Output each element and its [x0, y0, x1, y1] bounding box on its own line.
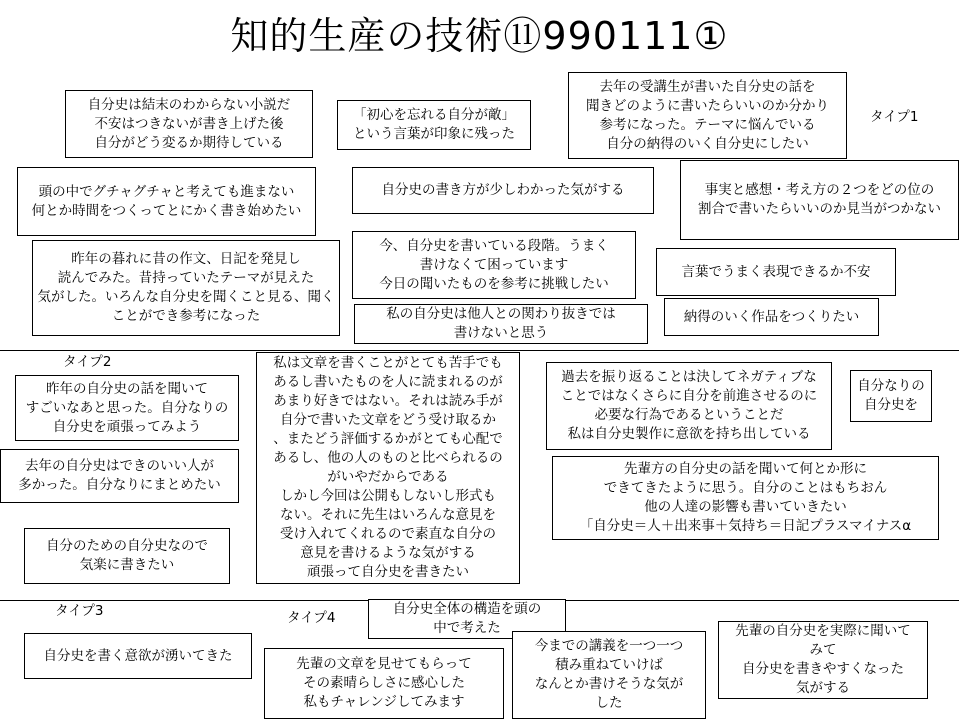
- section-divider-1: [0, 350, 959, 351]
- note-card: [512, 631, 706, 719]
- note-text: 自分史を書く意欲が湧いてきた: [43, 647, 233, 664]
- note-text: 今、自分史を書いている段階。うまく 書けなくて困っています 今日の聞いたものを参考に挑戦したい: [379, 237, 609, 292]
- type2-label: タイプ2: [63, 354, 112, 370]
- note-card: [24, 633, 252, 679]
- note-text: 自分史全体の構造を頭の 中で考えた: [392, 601, 542, 636]
- note-card: [718, 621, 928, 699]
- note-card: [664, 298, 879, 336]
- note-card: [568, 72, 847, 159]
- note-text: 私の自分史は他人との関わり抜きでは 書けないと思う: [386, 306, 616, 341]
- note-card: [65, 90, 313, 158]
- note-card: [850, 370, 932, 422]
- type1-label: タイプ1: [870, 109, 919, 125]
- note-card: [0, 449, 239, 503]
- page-title: 知的生産の技術⑪990111①: [230, 14, 729, 58]
- note-text: 過去を振り返ることは決してネガティブな ことではなくさらに自分を前進させるのに 必要な行為であるということだ 私は自分史製作に意欲を持ち出している: [560, 369, 818, 442]
- note-card: [352, 231, 636, 299]
- note-card: [552, 456, 939, 540]
- note-text: 納得のいく作品をつくりたい: [683, 308, 860, 325]
- type3-label: タイプ3: [55, 603, 104, 619]
- note-card: [546, 362, 832, 450]
- note-card: [337, 100, 531, 150]
- note-text: 昨年の自分史の話を聞いて すごいなあと思った。自分なりの 自分史を頑張ってみよう: [25, 380, 229, 435]
- note-card: [656, 248, 896, 296]
- note-card: [352, 167, 654, 214]
- note-card: [24, 528, 230, 584]
- note-text: 昨年の暮れに昔の作文、日記を発見し 読んでみた。昔持っていたテーマが見えた 気がした。いろんな自分史を聞くこと見る、聞く ことができ参考になった: [37, 251, 335, 324]
- note-text: 今までの講義を一つ一つ 積み重ねていけば なんとか書けそうな気が した: [534, 638, 684, 711]
- note-text: 私は文章を書くことがとても苦手でも あるし書いたものを人に読まれるのが あまり好きではない。それは読み手が 自分で書いた文章をどう受け取るか 、またどう評価するかがとても心配で あるし、他の人のものと比べられるの がいやだからである しかし今回は公開もしないし形式も ない。それに先生はいろんな意見を 受け入れてくれるので素直な自分の 意見を書けるような気がする 頑張って自分史を書きたい: [273, 355, 503, 580]
- note-text: 去年の受講生が書いた自分史の話を 聞きどのように書いたらいいのか分かり 参考になった。テーマに悩んでいる 自分の納得のいく自分史にしたい: [586, 78, 829, 152]
- note-text: 去年の自分史はできのいい人が 多かった。自分なりにまとめたい: [18, 458, 221, 493]
- note-card: [264, 648, 504, 719]
- note-card: [680, 160, 959, 240]
- note-text: 自分のための自分史なので 気楽に書きたい: [46, 538, 208, 573]
- note-text: 自分史は結末のわからない小説だ 不安はつきないが書き上げた後 自分がどう変るか期待している: [87, 96, 291, 151]
- note-card: [32, 240, 340, 336]
- note-text: 先輩方の自分史の話を聞いて何とか形に できてきたように思う。自分のことはもちおん 他の人達の影響も書いていきたい 「自分史＝人＋出来事＋気持ち＝日記プラスマイナスα: [579, 461, 912, 534]
- note-card: [15, 375, 239, 441]
- note-card: [17, 167, 316, 236]
- type4-label: タイプ4: [287, 610, 336, 626]
- note-text: 頭の中でグチャグチャと考えても進まない 何とか時間をつくってとにかく書き始めたい: [31, 183, 302, 219]
- note-text: 言葉でうまく表現できるか不安: [681, 263, 871, 280]
- note-text: 事実と感想・考え方の２つをどの位の 割合で書いたらいいのか見当がつかない: [698, 182, 941, 217]
- note-text: 先輩の文章を見せてもらって その素晴らしさに感心した 私もチャレンジしてみます: [296, 656, 472, 710]
- note-text: 「初心を忘れる自分が敵」 という言葉が印象に残った: [353, 107, 515, 142]
- note-card: [256, 352, 520, 584]
- note-text: 自分史の書き方が少しわかった気がする: [381, 182, 625, 198]
- note-text: 先輩の自分史を実際に聞いて みて 自分史を書きやすくなった 気がする: [735, 623, 911, 696]
- note-text: 自分なりの 自分史を: [857, 378, 925, 413]
- note-card: [354, 304, 648, 344]
